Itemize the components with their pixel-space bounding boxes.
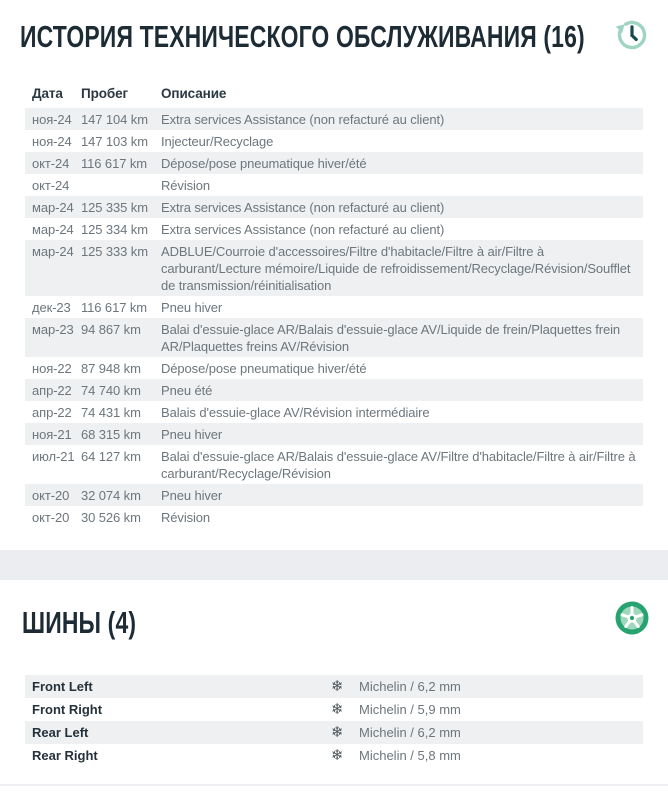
- snowflake-icon: ❄: [331, 724, 344, 741]
- column-header-date: Дата: [32, 86, 63, 101]
- maintenance-mileage: 30 526 km: [81, 510, 141, 525]
- section-divider: [0, 550, 668, 580]
- maintenance-mileage: 74 431 km: [81, 405, 141, 420]
- history-icon: [614, 16, 650, 52]
- maintenance-mileage: 74 740 km: [81, 383, 141, 398]
- column-header-description: Описание: [161, 86, 227, 101]
- maintenance-date: июл-21: [32, 449, 75, 464]
- maintenance-date: окт-24: [32, 156, 70, 171]
- maintenance-row: [25, 152, 643, 174]
- maintenance-description: Balai d'essuie-glace AR/Balais d'essuie-glace AV/Liquide de frein/Plaquettes frein AR/Plaquettes freins AV/Révision: [161, 322, 621, 354]
- maintenance-history-title: ИСТОРИЯ ТЕХНИЧЕСКОГО ОБСЛУЖИВАНИЯ (16): [20, 19, 585, 54]
- tires-section: [0, 580, 668, 767]
- maintenance-description: Dépose/pose pneumatique hiver/été: [161, 156, 367, 171]
- snowflake-icon: ❄: [331, 701, 344, 718]
- maintenance-date: окт-24: [32, 178, 70, 193]
- tire-brand-depth-value: Michelin / 6,2 mm: [359, 679, 461, 694]
- tire-icon: [614, 600, 650, 636]
- maintenance-row: [25, 240, 643, 296]
- maintenance-date: мар-24: [32, 244, 74, 259]
- maintenance-mileage: 32 074 km: [81, 488, 141, 503]
- maintenance-row: [25, 174, 643, 196]
- maintenance-row: [25, 379, 643, 401]
- maintenance-date: ноя-21: [32, 427, 72, 442]
- tires-title: ШИНЫ (4): [22, 605, 137, 640]
- maintenance-date: ноя-24: [32, 112, 72, 127]
- maintenance-mileage: 116 617 km: [81, 300, 147, 315]
- maintenance-date: апр-22: [32, 405, 72, 420]
- maintenance-history-header: [0, 0, 668, 66]
- maintenance-description: Révision: [161, 178, 211, 193]
- maintenance-table: [25, 84, 643, 528]
- maintenance-mileage: 125 334 km: [81, 222, 148, 237]
- tire-position-label: Rear Left: [32, 725, 89, 740]
- maintenance-row: [25, 357, 643, 379]
- maintenance-date: апр-22: [32, 383, 72, 398]
- maintenance-description: Injecteur/Recyclage: [161, 134, 274, 149]
- maintenance-row: [25, 318, 643, 357]
- maintenance-date: окт-20: [32, 488, 70, 503]
- tires-header: [0, 580, 668, 642]
- snowflake-icon: ❄: [331, 678, 344, 695]
- maintenance-mileage: 87 948 km: [81, 361, 141, 376]
- maintenance-date: окт-20: [32, 510, 70, 525]
- maintenance-mileage: 147 104 km: [81, 112, 148, 127]
- maintenance-mileage: 125 335 km: [81, 200, 148, 215]
- maintenance-description: Balais d'essuie-glace AV/Révision intermédiaire: [161, 405, 430, 420]
- maintenance-row: [25, 130, 643, 152]
- maintenance-mileage: 116 617 km: [81, 156, 147, 171]
- tire-position-label: Rear Right: [32, 748, 98, 763]
- tire-row: [25, 675, 643, 698]
- maintenance-description: Pneu été: [161, 383, 213, 398]
- maintenance-mileage: 68 315 km: [81, 427, 141, 442]
- tire-position-label: Front Right: [32, 702, 103, 717]
- maintenance-date: мар-24: [32, 222, 74, 237]
- maintenance-mileage: 64 127 km: [81, 449, 141, 464]
- tire-brand-depth-value: Michelin / 5,8 mm: [359, 748, 461, 763]
- maintenance-date: мар-23: [32, 322, 74, 337]
- maintenance-row: [25, 506, 643, 528]
- maintenance-description: Extra services Assistance (non refacturé au client): [161, 200, 445, 215]
- maintenance-description: Pneu hiver: [161, 488, 223, 503]
- maintenance-row: [25, 218, 643, 240]
- column-header-mileage: Пробег: [81, 86, 129, 101]
- maintenance-row: [25, 484, 643, 506]
- maintenance-description: Révision: [161, 510, 211, 525]
- maintenance-table-header: [25, 84, 643, 108]
- maintenance-mileage: 94 867 km: [81, 322, 141, 337]
- maintenance-date: дек-23: [32, 300, 71, 315]
- tire-position-label: Front Left: [32, 679, 93, 694]
- maintenance-table-body: [25, 108, 643, 528]
- tire-row: [25, 721, 643, 744]
- maintenance-mileage: [81, 177, 161, 194]
- maintenance-row: [25, 108, 643, 130]
- tire-brand-depth-value: Michelin / 5,9 mm: [359, 702, 461, 717]
- maintenance-date: мар-24: [32, 200, 74, 215]
- maintenance-description: Pneu hiver: [161, 427, 223, 442]
- tire-row: [25, 744, 643, 767]
- tire-row: [25, 698, 643, 721]
- maintenance-description: Balai d'essuie-glace AR/Balais d'essuie-glace AV/Filtre d'habitacle/Filtre à air/Filtre à carburant/Recyclage/Révision: [161, 449, 636, 481]
- bottom-divider: [0, 784, 668, 786]
- tire-brand-depth-value: Michelin / 6,2 mm: [359, 725, 461, 740]
- maintenance-description: ADBLUE/Courroie d'accessoires/Filtre d'habitacle/Filtre à air/Filtre à carburant/Lecture mémoire/Liquide de refroidissement/Recyclage/Révision/Soufflet de transmission/réinitialisation: [161, 244, 631, 293]
- maintenance-description: Extra services Assistance (non refacturé au client): [161, 112, 445, 127]
- maintenance-description: Pneu hiver: [161, 300, 223, 315]
- maintenance-row: [25, 401, 643, 423]
- maintenance-date: ноя-24: [32, 134, 72, 149]
- maintenance-row: [25, 296, 643, 318]
- maintenance-mileage: 147 103 km: [81, 134, 148, 149]
- maintenance-row: [25, 196, 643, 218]
- maintenance-mileage: 125 333 km: [81, 244, 148, 259]
- snowflake-icon: ❄: [331, 747, 344, 764]
- maintenance-row: [25, 445, 643, 484]
- maintenance-description: Dépose/pose pneumatique hiver/été: [161, 361, 367, 376]
- maintenance-description: Extra services Assistance (non refacturé au client): [161, 222, 445, 237]
- maintenance-row: [25, 423, 643, 445]
- maintenance-date: ноя-22: [32, 361, 72, 376]
- tire-table: [25, 675, 643, 767]
